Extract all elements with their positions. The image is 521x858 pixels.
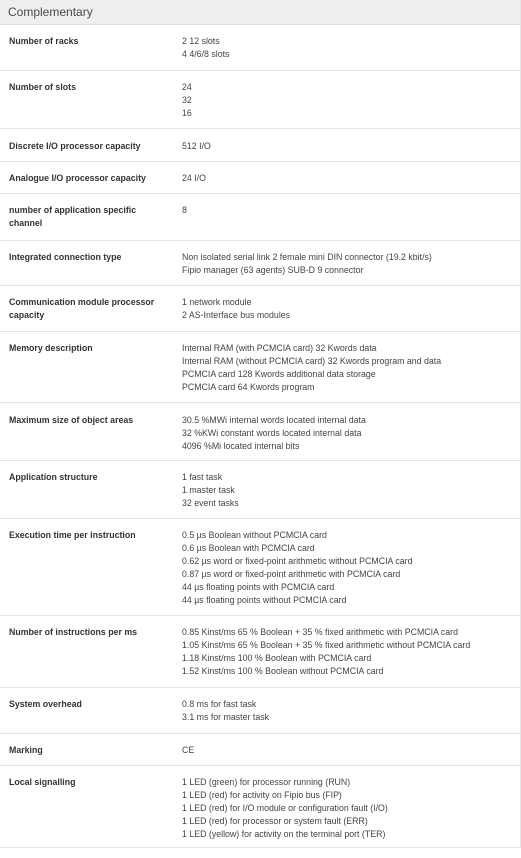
spec-value-line: 0.85 Kinst/ms 65 % Boolean + 35 % fixed arithmetic with PCMCIA card	[182, 627, 459, 637]
spec-value-line: 1 fast task	[182, 472, 223, 482]
spec-row	[0, 461, 520, 519]
spec-values	[182, 471, 517, 510]
spec-values	[182, 204, 517, 217]
spec-value-line: 1 LED (green) for processor running (RUN)	[182, 777, 351, 787]
spec-value-line: 1 network module	[182, 297, 252, 307]
spec-values	[182, 776, 517, 841]
spec-value-line: 24 I/O	[182, 173, 206, 183]
spec-value-line: Fipio manager (63 agents) SUB-D 9 connector	[182, 265, 364, 275]
spec-values	[182, 698, 517, 724]
spec-row	[0, 616, 520, 688]
spec-value-line: 32	[182, 95, 192, 105]
spec-value-line: Non isolated serial link 2 female mini DIN connector (19.2 kbit/s)	[182, 252, 432, 262]
spec-value-line: 32 %KWi constant words located internal data	[182, 428, 362, 438]
spec-value-line: 44 µs floating points with PCMCIA card	[182, 582, 335, 592]
spec-value-line: 4096 %Mi located internal bits	[182, 441, 300, 451]
spec-row	[0, 286, 520, 332]
spec-value-line: 1 LED (yellow) for activity on the terminal port (TER)	[182, 829, 386, 839]
spec-value-line: 30.5 %MWi internal words located internal data	[182, 415, 366, 425]
spec-value-line: 8	[182, 205, 187, 215]
spec-value-line: Internal RAM (with PCMCIA card) 32 Kwords data	[182, 343, 377, 353]
spec-row	[0, 766, 520, 848]
spec-value-line: 1.05 Kinst/ms 65 % Boolean + 35 % fixed arithmetic without PCMCIA card	[182, 640, 471, 650]
spec-row	[0, 332, 520, 403]
spec-values	[182, 626, 517, 678]
spec-value-line: 2 12 slots	[182, 36, 220, 46]
spec-row	[0, 688, 520, 734]
spec-row	[0, 129, 520, 162]
spec-value-line: 1.52 Kinst/ms 100 % Boolean without PCMCIA card	[182, 666, 384, 676]
spec-value-line: 0.6 µs Boolean with PCMCIA card	[182, 543, 315, 553]
spec-label: Number of slots	[9, 82, 76, 92]
spec-row	[0, 241, 520, 286]
spec-value-line: PCMCIA card 128 Kwords additional data storage	[182, 369, 376, 379]
spec-value-line: 32 event tasks	[182, 498, 239, 508]
spec-value-line: 1.18 Kinst/ms 100 % Boolean with PCMCIA card	[182, 653, 372, 663]
spec-values	[182, 35, 517, 61]
spec-row	[0, 734, 520, 766]
spec-label: Maximum size of object areas	[9, 415, 134, 425]
spec-value-line: 512 I/O	[182, 141, 211, 151]
spec-row	[0, 519, 520, 616]
spec-label: System overhead	[9, 699, 82, 709]
spec-label: Integrated connection type	[9, 252, 122, 262]
spec-label: Marking	[9, 745, 43, 755]
spec-value-line: 16	[182, 108, 192, 118]
spec-value-line: 0.8 ms for fast task	[182, 699, 257, 709]
spec-label: number of application specific channel	[9, 205, 137, 228]
spec-values	[182, 81, 517, 120]
spec-value-line: 1 LED (red) for I/O module or configuration fault (I/O)	[182, 803, 388, 813]
spec-value-line: 44 µs floating points without PCMCIA card	[182, 595, 347, 605]
spec-values	[182, 414, 517, 453]
spec-label: Number of racks	[9, 36, 79, 46]
spec-value-line: PCMCIA card 64 Kwords program	[182, 382, 315, 392]
spec-value-line: 1 LED (red) for activity on Fipio bus (FIP)	[182, 790, 342, 800]
spec-label: Number of instructions per ms	[9, 627, 138, 637]
spec-label: Discrete I/O processor capacity	[9, 141, 141, 151]
spec-values	[182, 529, 517, 607]
spec-rows	[0, 25, 520, 848]
spec-value-line: 4 4/6/8 slots	[182, 49, 230, 59]
spec-label: Memory description	[9, 343, 93, 353]
spec-values	[182, 342, 517, 394]
spec-value-line: 0.5 µs Boolean without PCMCIA card	[182, 530, 327, 540]
spec-values	[182, 744, 517, 757]
spec-values	[182, 251, 517, 277]
spec-value-line: 2 AS-Interface bus modules	[182, 310, 291, 320]
spec-row	[0, 25, 520, 71]
spec-label: Local signalling	[9, 777, 76, 787]
spec-value-line: 0.62 µs word or fixed-point arithmetic without PCMCIA card	[182, 556, 413, 566]
spec-values	[182, 140, 517, 153]
spec-value-line: 24	[182, 82, 192, 92]
spec-value-line: Internal RAM (without PCMCIA card) 32 Kwords program and data	[182, 356, 442, 366]
spec-value-line: 1 LED (red) for processor or system fault (ERR)	[182, 816, 368, 826]
section-header: Complementary	[0, 0, 520, 25]
spec-row	[0, 162, 520, 194]
spec-label: Execution time per instruction	[9, 530, 136, 540]
spec-value-line: CE	[182, 745, 195, 755]
spec-label: Analogue I/O processor capacity	[9, 173, 146, 183]
spec-value-line: 3.1 ms for master task	[182, 712, 270, 722]
spec-label: Communication module processor capacity	[9, 297, 155, 320]
spec-values	[182, 172, 517, 185]
spec-value-line: 1 master task	[182, 485, 235, 495]
spec-values	[182, 296, 517, 322]
spec-value-line: 0.87 µs word or fixed-point arithmetic with PCMCIA card	[182, 569, 401, 579]
spec-row	[0, 194, 520, 241]
spec-row	[0, 71, 520, 129]
spec-label: Application structure	[9, 472, 98, 482]
spec-row	[0, 403, 520, 461]
